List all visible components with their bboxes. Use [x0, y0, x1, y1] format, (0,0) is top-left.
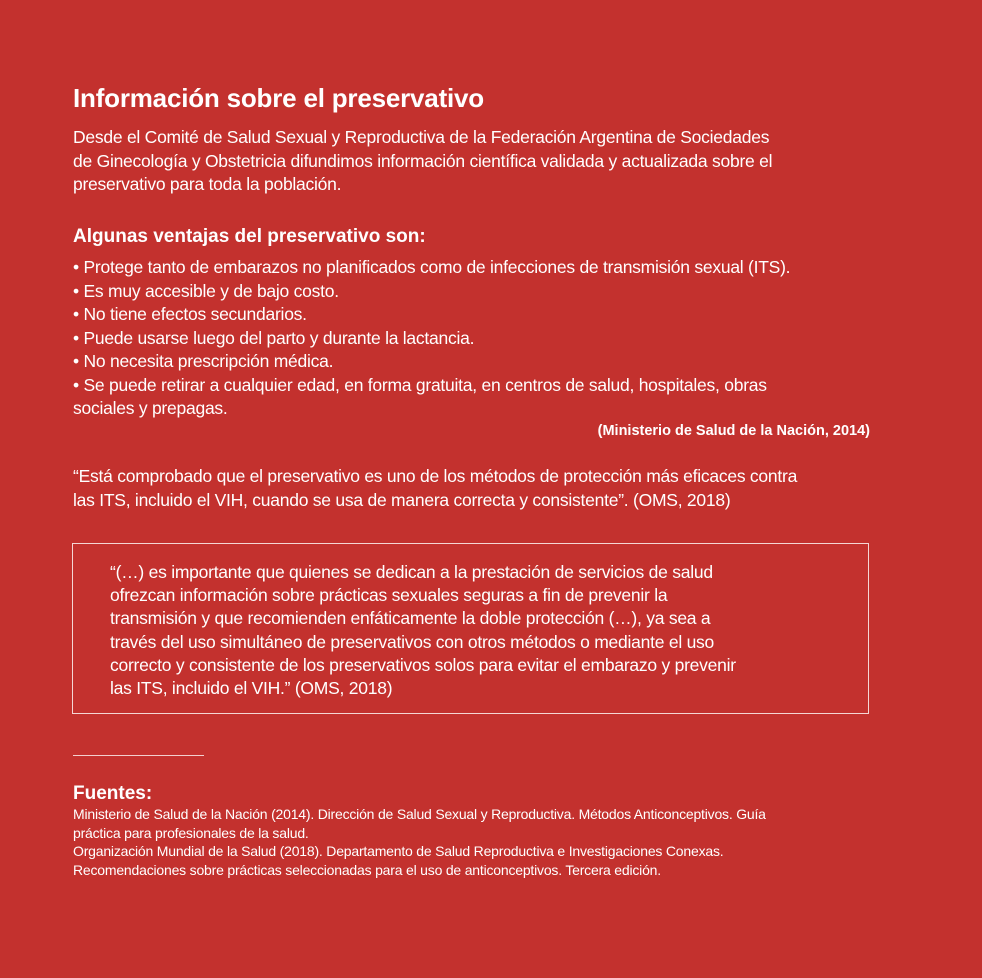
boxed-quote-line: las ITS, incluido el VIH.” (OMS, 2018) — [110, 678, 393, 699]
oms-quote-line: las ITS, incluido el VIH, cuando se usa de manera correcta y consistente”. (OMS, 2018) — [73, 490, 731, 510]
boxed-quote-line: ofrezcan información sobre prácticas sexuales seguras a fin de prevenir la — [110, 585, 668, 606]
benefit-item — [73, 280, 893, 304]
benefits-heading: Algunas ventajas del preservativo son: — [73, 226, 426, 247]
boxed-quote-line: través del uso simultáneo de preservativos con otros métodos o mediante el uso — [110, 631, 715, 652]
benefit-line: • No necesita prescripción médica. — [73, 351, 334, 371]
benefit-item — [73, 327, 893, 351]
intro-line: preservativo para toda la población. — [73, 174, 342, 194]
benefits-list — [73, 256, 893, 421]
sources-divider — [73, 755, 204, 756]
benefit-line: • Puede usarse luego del parto y durante la lactancia. — [73, 327, 475, 348]
source-line: Ministerio de Salud de la Nación (2014). Dirección de Salud Sexual y Reproductiva. Métodos Anticonceptivos. Guía — [73, 806, 766, 822]
oms-quote — [73, 464, 797, 512]
benefit-line: • Se puede retirar a cualquier edad, en forma gratuita, en centros de salud, hospitales, obras — [73, 374, 767, 395]
benefit-line: • No tiene efectos secundarios. — [73, 304, 307, 324]
intro-line: de Ginecología y Obstetricia difundimos información científica validada y actualizada sobre el — [73, 150, 773, 171]
boxed-quote-line: correcto y consistente de los preservativos solos para evitar el embarazo y prevenir — [110, 654, 736, 675]
benefit-item — [73, 350, 893, 374]
page-title: Información sobre el preservativo — [73, 83, 484, 113]
benefit-item — [73, 303, 893, 327]
oms-quote-line: “Está comprobado que el preservativo es uno de los métodos de protección más eficaces contra — [73, 466, 798, 486]
benefit-item — [73, 374, 893, 421]
boxed-quote-text — [110, 561, 736, 700]
intro-line: Desde el Comité de Salud Sexual y Reproductiva de la Federación Argentina de Sociedades — [73, 127, 770, 147]
benefits-citation: (Ministerio de Salud de la Nación, 2014) — [597, 423, 870, 439]
boxed-quote — [72, 543, 869, 714]
benefit-line: sociales y prepagas. — [73, 398, 228, 418]
benefit-line: • Protege tanto de embarazos no planificados como de infecciones de transmisión sexual (ITS). — [73, 257, 791, 277]
sources-heading: Fuentes: — [73, 783, 153, 804]
intro-paragraph — [73, 126, 893, 197]
boxed-quote-line: transmisión y que recomienden enfáticamente la doble protección (…), ya sea a — [110, 608, 711, 629]
source-line: Organización Mundial de la Salud (2018). Departamento de Salud Reproductiva e Investigaciones Conexas. — [73, 843, 724, 859]
boxed-quote-line: “(…) es importante que quienes se dedican a la prestación de servicios de salud — [110, 562, 713, 582]
benefit-line: • Es muy accesible y de bajo costo. — [73, 280, 339, 301]
source-line: Recomendaciones sobre prácticas seleccionadas para el uso de anticonceptivos. Tercera edición. — [73, 861, 661, 878]
benefit-item — [73, 256, 893, 280]
source-line: práctica para profesionales de la salud. — [73, 824, 309, 841]
sources-list — [73, 805, 766, 879]
